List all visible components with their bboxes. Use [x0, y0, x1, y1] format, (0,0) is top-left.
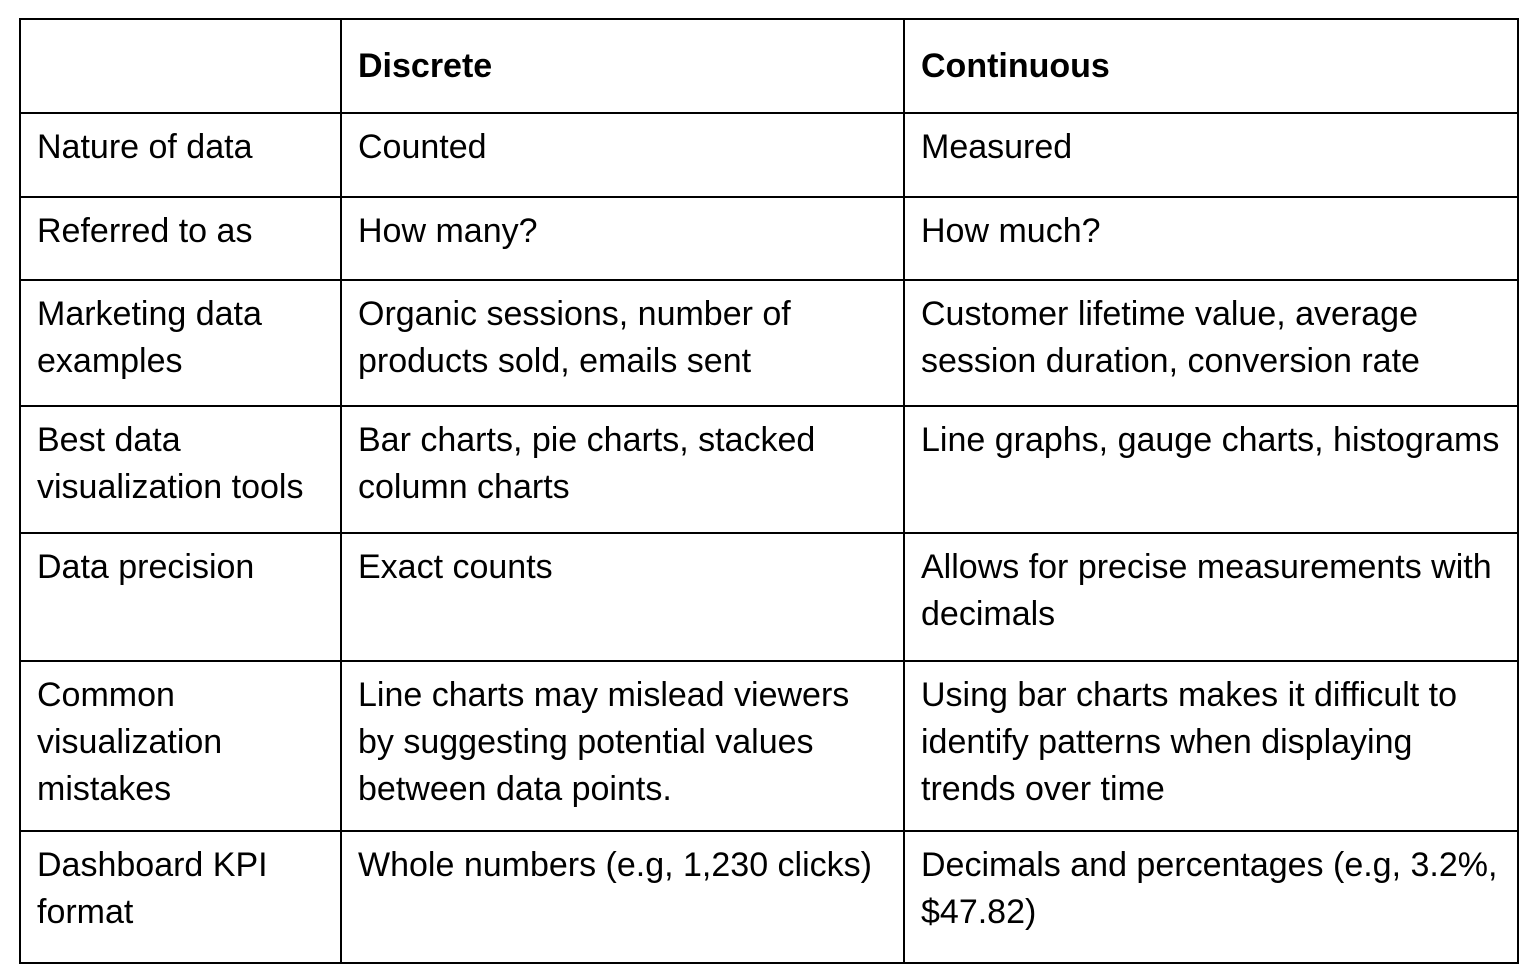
cell-referred-discrete: How many?: [341, 197, 904, 280]
header-cell-discrete: Discrete: [341, 19, 904, 113]
row-label-common-mistakes: Common visualization mistakes: [20, 661, 341, 831]
table-row: [20, 197, 1518, 280]
cell-nature-discrete: Counted: [341, 113, 904, 197]
table-row: [20, 533, 1518, 661]
table-row: [20, 661, 1518, 831]
discrete-vs-continuous-table: [19, 18, 1519, 964]
header-cell-blank: [20, 19, 341, 113]
cell-mistakes-continuous: Using bar charts makes it difficult to identify patterns when displaying trends over time: [904, 661, 1518, 831]
row-label-referred-to-as: Referred to as: [20, 197, 341, 280]
row-label-marketing-examples: Marketing data examples: [20, 280, 341, 406]
row-label-best-visualization-tools: Best data visualization tools: [20, 406, 341, 533]
cell-tools-discrete: Bar charts, pie charts, stacked column charts: [341, 406, 904, 533]
table-row: [20, 280, 1518, 406]
cell-referred-continuous: How much?: [904, 197, 1518, 280]
header-cell-continuous: Continuous: [904, 19, 1518, 113]
row-label-data-precision: Data precision: [20, 533, 341, 661]
table-row: [20, 831, 1518, 963]
cell-marketing-discrete: Organic sessions, number of products sold, emails sent: [341, 280, 904, 406]
row-label-dashboard-kpi-format: Dashboard KPI format: [20, 831, 341, 963]
row-label-nature-of-data: Nature of data: [20, 113, 341, 197]
table-header-row: [20, 19, 1518, 113]
cell-mistakes-discrete: Line charts may mislead viewers by suggesting potential values between data points.: [341, 661, 904, 831]
cell-kpi-discrete: Whole numbers (e.g, 1,230 clicks): [341, 831, 904, 963]
cell-nature-continuous: Measured: [904, 113, 1518, 197]
cell-tools-continuous: Line graphs, gauge charts, histograms: [904, 406, 1518, 533]
table-row: [20, 406, 1518, 533]
cell-marketing-continuous: Customer lifetime value, average session duration, conversion rate: [904, 280, 1518, 406]
cell-precision-continuous: Allows for precise measurements with decimals: [904, 533, 1518, 661]
table-row: [20, 113, 1518, 197]
cell-precision-discrete: Exact counts: [341, 533, 904, 661]
cell-kpi-continuous: Decimals and percentages (e.g, 3.2%, $47.82): [904, 831, 1518, 963]
